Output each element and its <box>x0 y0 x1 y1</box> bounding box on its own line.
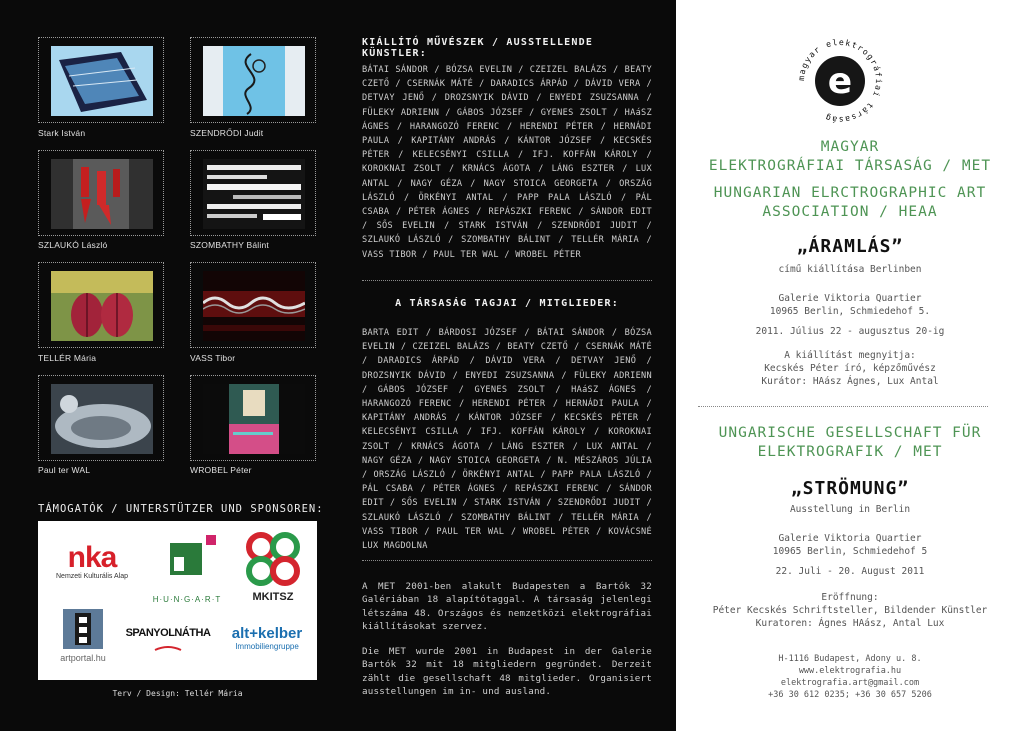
venue-address-hu: 10965 Berlin, Schmiedehof 5. <box>769 306 931 317</box>
artwork-terwal <box>38 375 164 461</box>
artwork-image <box>203 271 305 341</box>
artwork-szendrodi <box>190 37 316 123</box>
met-logo-icon <box>796 37 884 125</box>
exhibition-title-hu: „ÁRAMLÁS” <box>796 236 904 257</box>
org-line-4: ASSOCIATION / HEAA <box>762 204 938 220</box>
artwork-stark <box>38 37 164 123</box>
sponsors-box <box>38 521 317 680</box>
artwork-wrobel <box>190 375 316 461</box>
opening-label-hu: A kiállítást megnyitja: <box>784 350 916 361</box>
opening-speaker-de: Péter Kecskés Schriftsteller, Bildender Künstler <box>712 605 988 616</box>
artwork-image <box>203 46 305 116</box>
nka-logo <box>50 543 134 580</box>
org-line-2: ELEKTROGRÁFIAI TÁRSASÁG / MET <box>708 158 992 174</box>
artwork-image <box>203 159 305 229</box>
design-credit: Terv / Design: Tellér Mária <box>112 689 243 698</box>
artwork-image <box>51 46 153 116</box>
mkitsz-mark-icon <box>245 531 301 587</box>
sponsors-title: TÁMOGATÓK / UNTERSTÜTZER UND SPONSOREN: <box>38 503 324 515</box>
dates-de: 22. Juli - 20. August 2011 <box>775 566 925 577</box>
contact-address: H-1116 Budapest, Adony u. 8. <box>778 654 922 664</box>
logo-letter: e <box>827 61 853 102</box>
divider <box>362 280 652 281</box>
exhibition-title-de: „STRÖMUNG” <box>790 478 910 499</box>
artwork-szlauko <box>38 150 164 236</box>
exhibition-subtitle-hu: című kiállítása Berlinben <box>778 264 922 275</box>
logo-ring-text: magyar elektrográfiai társaság <box>796 37 884 125</box>
artwork-image <box>51 384 153 454</box>
altkelber-subtitle: Immobiliengruppe <box>235 642 299 651</box>
artwork-image <box>51 271 153 341</box>
curators-de: Kuratoren: Ágnes HAász, Antal Lux <box>755 618 945 629</box>
curators-hu: Kurátor: HAász Ágnes, Lux Antal <box>761 376 939 387</box>
altkelber-wordmark: alt+kelber <box>231 625 303 642</box>
mkitsz-wordmark: MKITSZ <box>252 591 294 603</box>
hungart-mark-icon <box>150 531 224 591</box>
exhibition-subtitle-de: Ausstellung in Berlin <box>789 504 911 515</box>
artwork-caption: SZOMBATHY Bálint <box>190 240 269 250</box>
nka-subtitle: Nemzeti Kulturális Alap <box>56 573 128 580</box>
artwork-szombathy <box>190 150 316 236</box>
venue-address-de: 10965 Berlin, Schmiedehof 5 <box>772 546 928 557</box>
de-org-line-2: ELEKTROGRAFIK / MET <box>757 444 943 460</box>
venue-name-de: Galerie Viktoria Quartier <box>778 533 922 544</box>
contact-phone: +36 30 612 0235; +36 30 657 5206 <box>768 690 932 700</box>
members-list: BARTA EDIT / BÁRDOSI JÓZSEF / BÁTAI SÁNDOR / BÓZSA EVELIN / CZEIZEL BALÁZS / BEATY CZETŐ / CSERNÁK MÁTÉ / DARADICS ÁRPÁD / DÁVID VERA / DETVAY JENŐ / DROZSNYIK DÁVID / ENYEDI ZSUZSANNA / FÜLEKY ADRIENN / GÁBOS JÓZSEF / GYENES ZSOLT / HAáSZ ÁGNES / HARANGOZÓ FERENC / HERENDI PÉTER / HERNÁDI PAULA / KAPITÁNY ANDRÁS / KÁNTOR JÓZSEF / KECSKÉS PÉTER / KELECSÉNYI CSILLA / IFJ. KOFFÁN KÁROLY / KOROKNAI ZSOLT / KRNÁCS ÁGOTA / LÁNG ESZTER / LUX ANTAL / NAGY GÉZA / NAGY STOICA GEORGETA / N. MÉSZÁROS JÚLIA / ORSZÁG LÁSZLÓ / ÖRKÉNYI ANTAL / PAPP PALA LÁSZLÓ / PÁL CSABA / PÉTER ÁGNES / REPÁSZKI FERENC / SÁNDOR EDIT / SŐS EVELIN / STARK ISTVÁN / SZENDRŐDI JUDIT / SZLAUKÓ LÁSZLÓ / SZOMBATHY BÁLINT / TELLÉR MÁRIA / VASS TIBOR / PAUL TER WAL / WROBEL PÉTER / KOVÁCSNÉ LUX MAGDOLNA <box>362 328 652 552</box>
altkelber-logo <box>222 625 312 651</box>
artwork-caption: SZLAUKÓ László <box>38 240 108 250</box>
artportal-wordmark: artportal.hu <box>60 653 106 663</box>
spanyolnatha-logo <box>118 627 218 658</box>
artwork-caption: SZENDRŐDI Judit <box>190 128 264 138</box>
artwork-teller <box>38 262 164 348</box>
about-de: Die MET wurde 2001 in Budapest in der Galerie Bartók 32 mit 18 mitgliedern gegründet. Derzeit zählt die gesellschaft 48 mitglieder. Organisiert ausstellungen im in- und ausland. <box>362 646 652 698</box>
de-org-line-1: UNGARISCHE GESELLSCHAFT FÜR <box>718 425 982 441</box>
hungart-logo <box>150 531 224 605</box>
nka-wordmark: nka <box>67 541 117 574</box>
artists-heading: KIÁLLÍTÓ MŰVÉSZEK / AUSSTELLENDE KÜNSTLER: <box>362 37 594 59</box>
org-line-3: HUNGARIAN ELRCTROGRAPHIC ART <box>713 185 987 201</box>
contact-email[interactable]: elektrografia.art@gmail.com <box>780 678 920 688</box>
divider <box>362 560 652 561</box>
divider <box>698 406 988 407</box>
venue-name-hu: Galerie Viktoria Quartier <box>778 293 922 304</box>
about-hu: A MET 2001-ben alakult Budapesten a Bartók 32 Galériában 18 alapítótaggal. A társaság jelenlegi létszáma 48. Országos és nemzetközi elektrográfiai kiállításokat szervez. <box>362 581 652 633</box>
opening-speaker-hu: Kecskés Péter író, képzőművész <box>764 363 936 374</box>
artwork-caption: Stark István <box>38 128 86 138</box>
hungart-wordmark: H·U·N·G·A·R·T <box>152 595 222 604</box>
opening-label-de: Eröffnung: <box>821 592 879 603</box>
spanyolnatha-wordmark: SPANYOLNÁTHA <box>125 627 211 639</box>
artwork-caption: Paul ter WAL <box>38 465 91 475</box>
org-line-1: MAGYAR <box>820 139 880 155</box>
artportal-mark-icon <box>63 609 103 649</box>
artwork-caption: WROBEL Péter <box>190 465 252 475</box>
met-logo <box>796 37 884 125</box>
members-heading: A TÁRSASÁG TAGJAI / MITGLIEDER: <box>395 298 619 309</box>
artwork-caption: TELLÉR Mária <box>38 353 97 363</box>
artwork-vass <box>190 262 316 348</box>
artwork-image <box>203 384 305 454</box>
artwork-image <box>51 159 153 229</box>
artists-list: BÁTAI SÁNDOR / BÓZSA EVELIN / CZEIZEL BALÁZS / BEATY CZETŐ / CSERNÁK MÁTÉ / DARADICS ÁRPÁD / DÁVID VERA / DETVAY JENŐ / DROZSNYIK DÁVID / ENYEDI ZSUZSANNA / FÜLEKY ADRIENN / GÁBOS JÓZSEF / GYENES ZSOLT / HAáSZ ÁGNES / HARANGOZÓ FERENC / HERENDI PÉTER / HERNÁDI PAULA / KAPITÁNY ANDRÁS / KÁNTOR JÓZSEF / KECSKÉS PÉTER / KELECSÉNYI CSILLA / IFJ. KOFFÁN KÁROLY / KOROKNAI ZSOLT / KRNÁCS ÁGOTA / LÁNG ESZTER / LUX ANTAL / NAGY GÉZA / NAGY STOICA GEORGETA / ORSZÁG LÁSZLÓ / ÖRKÉNYI ANTAL / PAPP PALA LÁSZLÓ / PÁL CSABA / PÉTER ÁGNES / REPÁSZKI FERENC / SÁNDOR EDIT / SŐS EVELIN / STARK ISTVÁN / SZENDRŐDI JUDIT / SZLAUKÓ LÁSZLÓ / SZOMBATHY BÁLINT / TELLÉR MÁRIA / VASS TIBOR / PAUL TER WAL / WROBEL PÉTER <box>362 65 652 260</box>
contact-website[interactable]: www.elektrografia.hu <box>798 666 902 676</box>
artwork-caption: VASS Tibor <box>190 353 236 363</box>
spanyolnatha-swoosh-icon <box>153 646 183 654</box>
mkitsz-logo <box>238 531 308 603</box>
dates-hu: 2011. Július 22 - augusztus 20-ig <box>755 326 945 337</box>
artportal-logo <box>52 609 114 663</box>
